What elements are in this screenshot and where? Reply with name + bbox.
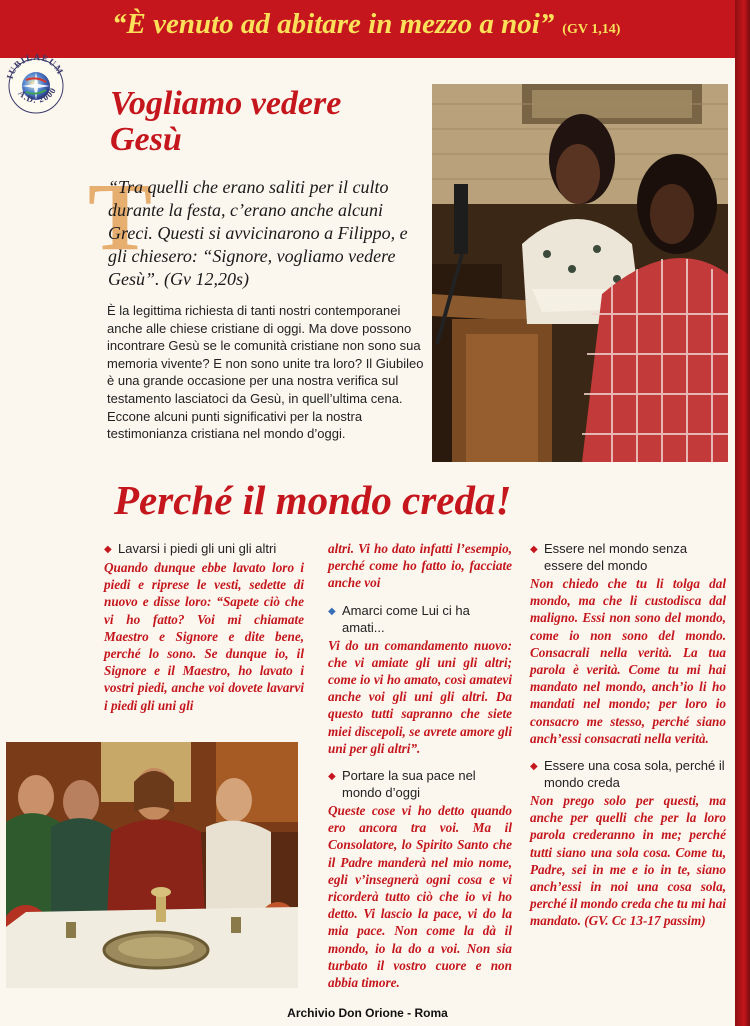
intro-paragraph: È la legittima richiesta di tanti nostri contemporanei anche alle chiese cristiane di oggi. Ma dove possono incontrare Gesù se le comunità cristiane non sono sua memoria vivente? E non sono unite tra loro? Il Giubileo è una grande occasione per una nostra verifica sul testamento lasciatoci da Gesù, in quell’ultima cena. Eccone alcuni punti significativi per la nostra testimonianza cristiana nel mondo d’oggi. [107, 303, 424, 442]
point-heading [530, 540, 726, 574]
header-band [0, 0, 735, 58]
point-heading-text: Amarci come Lui ci ha amati... [342, 602, 470, 635]
diamond-bullet-icon: ◆ [328, 605, 336, 617]
reading-photo [432, 84, 728, 462]
point-text: Non prego solo per questi, ma anche per quelli che per la loro parola crederanno in me; perché tutti siano una sola cosa. Come tu, Padre, sei in me e io in te, siano anch’essi in noi una cosa sola, perché il mondo creda che tu mi hai mandato. (GV. Cc 13-17 passim) [530, 793, 726, 929]
point-heading-text: Lavarsi i piedi gli uni gli altri [118, 541, 277, 556]
point-heading [328, 767, 512, 801]
column-3 [530, 540, 726, 940]
point-text: Queste cose vi ho detto quando ero ancora tra voi. Ma il Consolatore, lo Spirito Santo che il Padre manderà nel mio nome, egli v’insegnerà ogni cosa e vi ricorderà tutto ciò che io vi ho detto. Vi lascio la pace, vi do la mia pace. Non come la dà il mondo, io la do a voi. Non sia turbato il vostro cuore e non abbia timore. [328, 803, 512, 991]
point-heading [530, 757, 726, 791]
diamond-bullet-icon: ◆ [530, 761, 538, 773]
page-spine [735, 0, 750, 1026]
column-2 [328, 540, 512, 1001]
point-text: Vi do un comandamento nuovo: che vi amiate gli uni gli altri; come io vi ho amato, così amatevi anche voi gli uni gli altri. Da questo tutti sapranno che siete miei discepoli, se avrete amore gli uni per gli altri”. [328, 637, 512, 756]
point-heading [328, 602, 512, 636]
point-heading [104, 540, 304, 558]
point-text: Non chiedo che tu li tolga dal mondo, ma che li custodisca dal maligno. Essi non sono del mondo, come io non sono del mondo. Consacrali nella verità. La tua parola è verità. Come tu mi hai mandato nel mondo, anch’io li ho mandati nel mondo; per loro io consacro me stesso, perché siano anch’essi consacrati nella verità. [530, 576, 726, 746]
archive-credit: Archivio Don Orione - Roma [287, 1006, 448, 1020]
header-motto [112, 8, 620, 41]
diamond-bullet-icon: ◆ [530, 544, 538, 555]
point-text: Quando dunque ebbe lavato loro i piedi e riprese le vesti, sedette di nuovo e disse loro: “Sapete ciò che vi ho fatto? Voi mi chiamate Maestro e Signore e dite bene, perché lo sono. Se dunque io, il Signore e il Maestro, ho lavato i vostri piedi, anche voi dovete lavarvi i piedi gli uni gli [104, 560, 304, 713]
gospel-quote: “Tra quelli che erano saliti per il culto durante la festa, c’erano anche alcuni Greci. Questi si avvicinarono a Filippo, e gli chiesero: “Signore, vogliamo vedere Gesù”. (Gv 12,20s) [108, 177, 408, 289]
column-1 [104, 540, 304, 724]
jubilee-logo [4, 40, 68, 120]
point-heading-text: Essere una cosa sola, perché il mondo creda [544, 758, 725, 791]
point-heading-text: Portare la sua pace nel mondo d’oggi [342, 768, 476, 801]
point-text-continuation: altri. Vi ho dato infatti l’esempio, perché come ho fatto io, facciate anche voi [328, 541, 512, 591]
last-supper-painting [6, 742, 298, 988]
logo-year-text: A.D. 2000 [16, 85, 59, 105]
logo-ring-text: IUBILAEUM [4, 51, 66, 81]
diamond-bullet-icon: ◆ [328, 771, 336, 783]
diamond-bullet-icon: ◆ [104, 544, 112, 555]
article-title: Vogliamo vedere Gesù [110, 85, 342, 158]
point-heading-text: Essere nel mondo senza essere del mondo [544, 541, 688, 573]
section-headline: Perché il mondo creda! [114, 477, 512, 523]
motto-reference: (GV 1,14) [562, 22, 621, 37]
motto-text: “È venuto ad abitare in mezzo a noi” [112, 8, 555, 40]
dropcap-letter: T [88, 163, 153, 270]
